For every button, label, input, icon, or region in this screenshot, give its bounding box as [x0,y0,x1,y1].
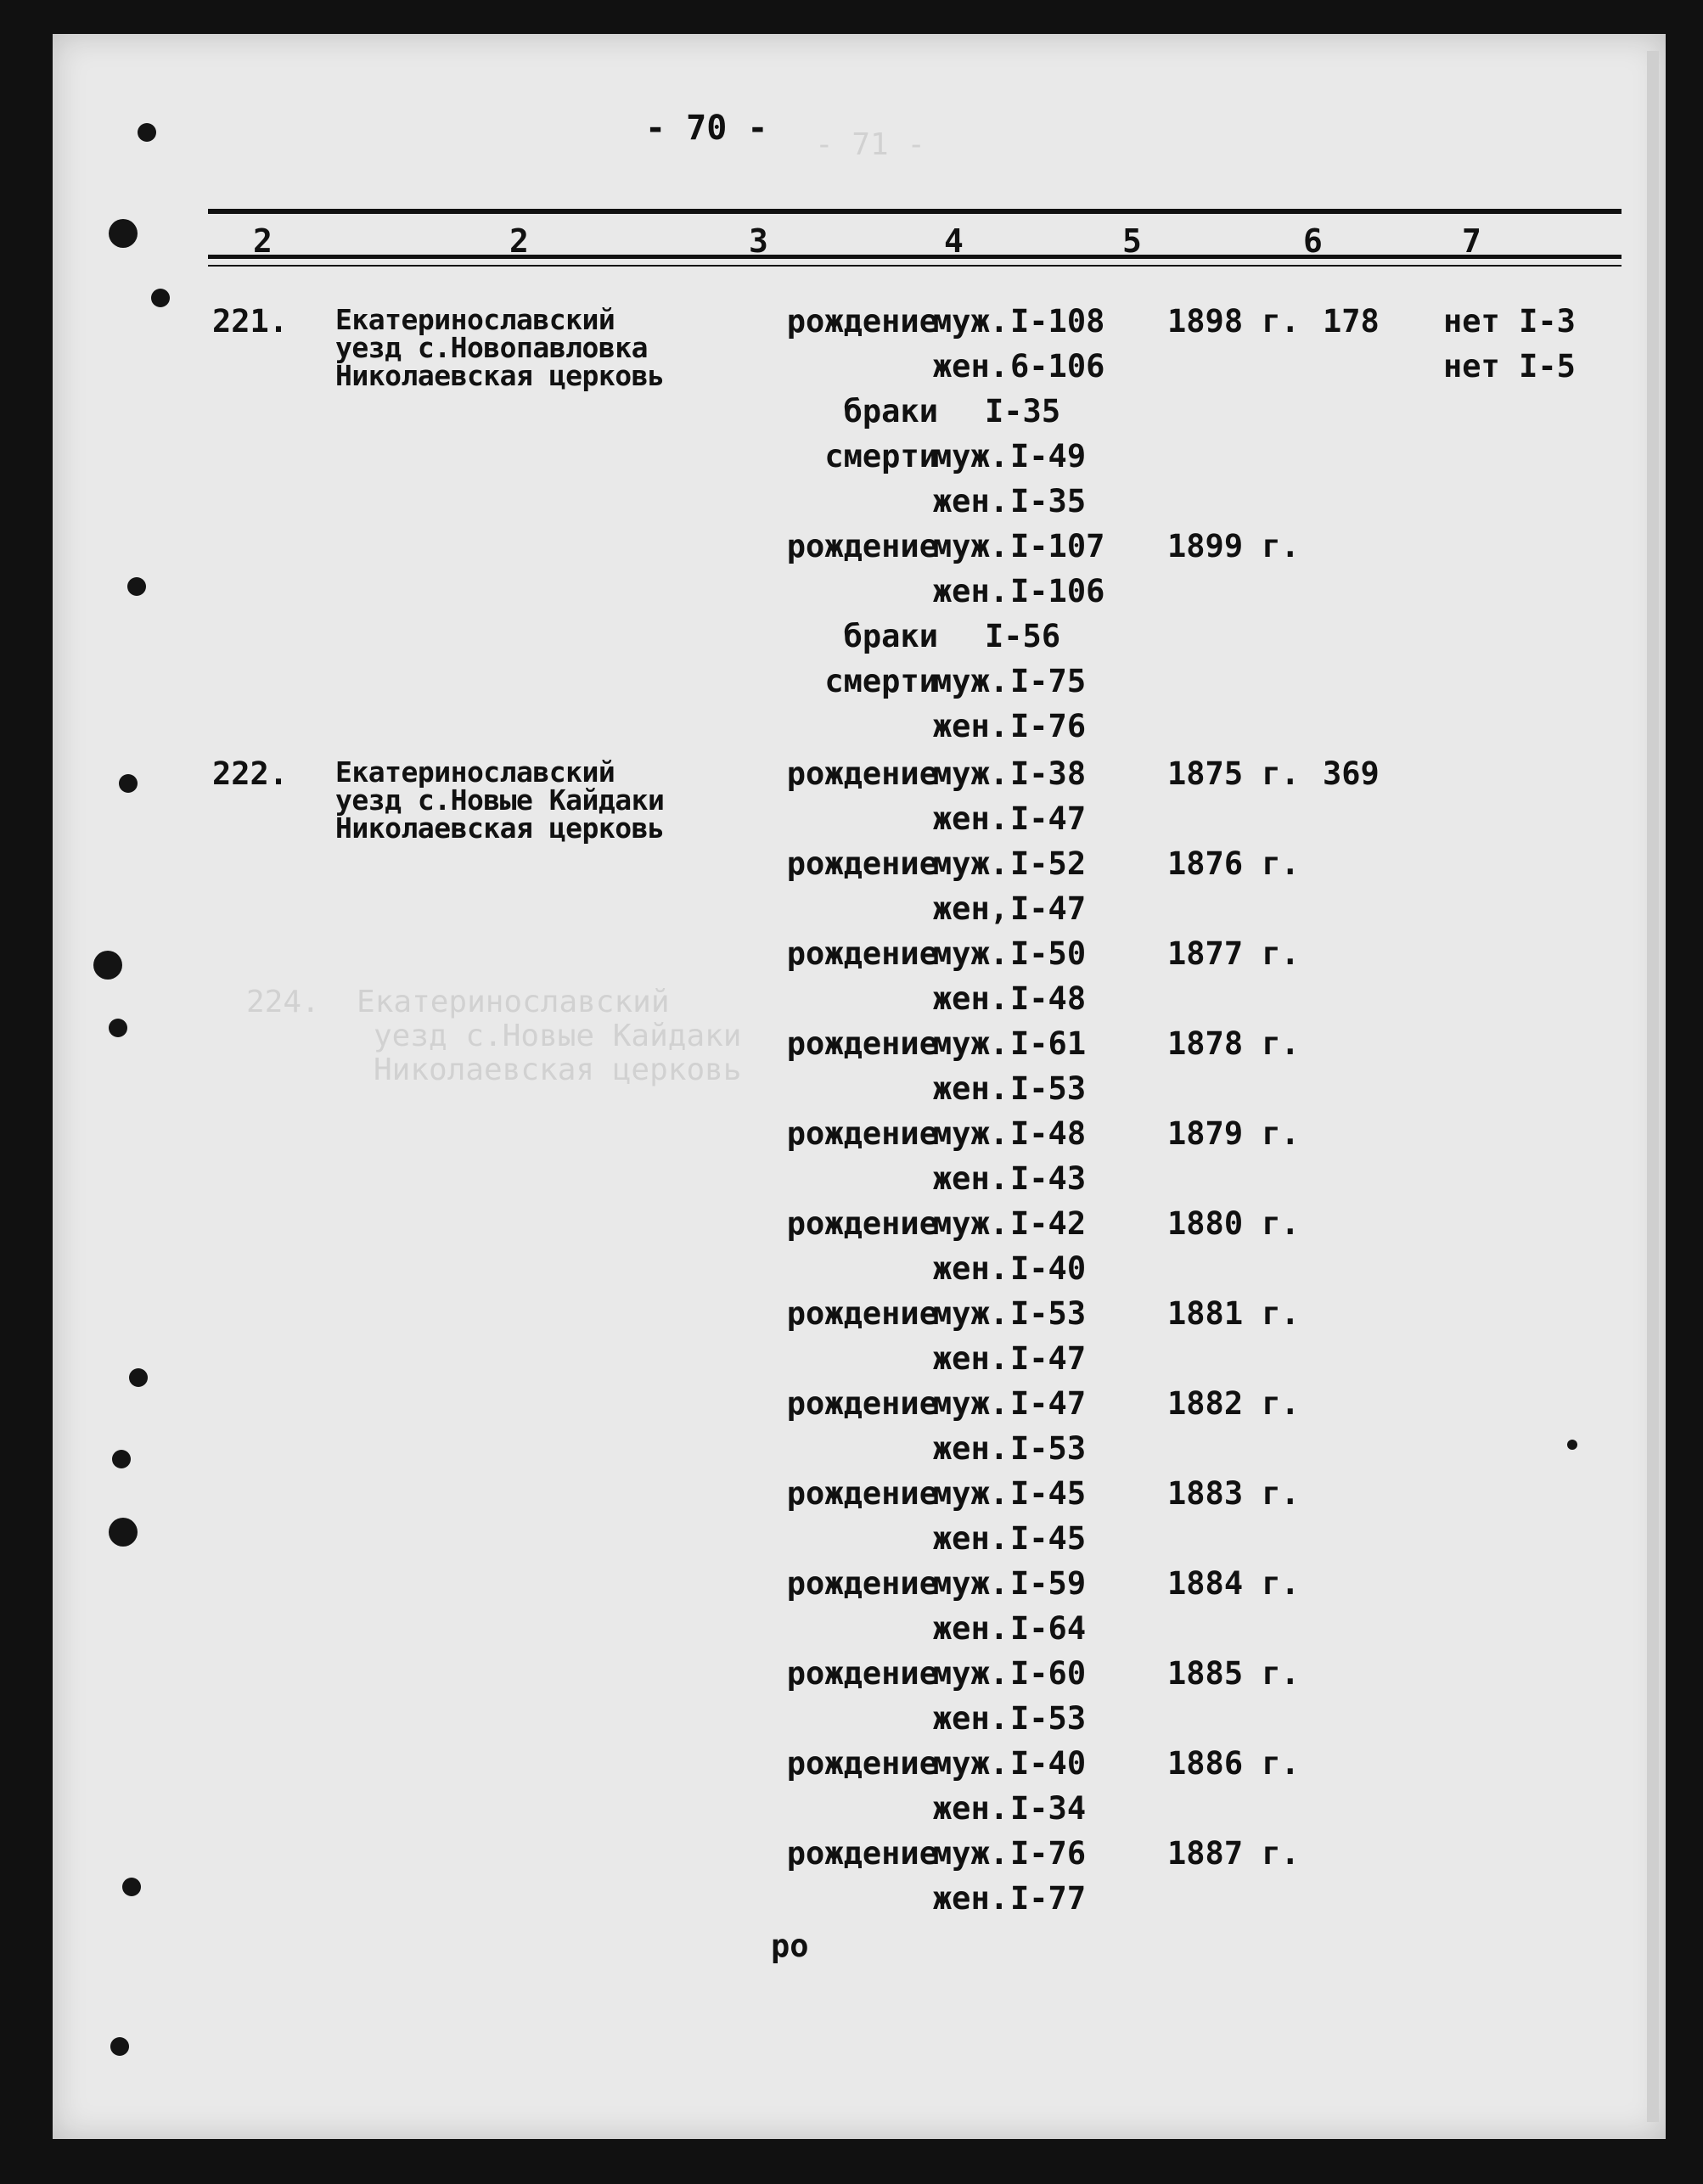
record-sex: жен. [932,1430,1009,1467]
document-page [53,34,1666,2139]
record-range: I-77 [1010,1880,1087,1917]
record-kind: браки [843,393,938,430]
record-range: I-35 [985,393,1061,430]
record-range: I-76 [1010,708,1087,744]
record-range: I-40 [1010,1250,1087,1287]
entry-number: 222. [212,755,289,792]
record-year: 1886 г. [1167,1745,1300,1782]
column-header: 2 [253,222,273,260]
record-year: 1881 г. [1167,1295,1300,1332]
record-range: I-107 [1010,528,1105,564]
record-range: I-59 [1010,1565,1087,1602]
record-sex: жен. [932,1520,1009,1557]
record-range: I-47 [1010,800,1087,837]
record-kind: рождение [786,1835,938,1872]
record-range: I-53 [1010,1430,1087,1467]
record-kind: смерти [824,663,938,699]
entry-description-line: уезд с.Новопавловка [335,331,648,364]
entry-description-line: Николаевская церковь [335,811,665,845]
record-sex: жен. [932,483,1009,519]
record-sex: муж. [932,1385,1009,1422]
column-header: 4 [944,222,964,260]
record-range: I-40 [1010,1745,1087,1782]
record-sex: муж. [932,755,1009,792]
binding-hole [112,1450,131,1468]
binding-hole [109,1019,127,1037]
record-kind: рождение [786,1475,938,1512]
record-kind: смерти [824,438,938,474]
record-range: I-60 [1010,1655,1087,1692]
entry-description-line: Екатеринославский [335,755,615,789]
trailing-text: ро [771,1928,809,1964]
record-range: I-106 [1010,573,1105,609]
record-kind: рождение [786,845,938,882]
record-sex: жен. [932,1880,1009,1917]
column-header: 6 [1303,222,1323,260]
record-sex: муж. [932,935,1009,972]
binding-hole [151,289,170,307]
record-count: 369 [1323,755,1380,792]
column-header: 2 [509,222,529,260]
record-range: I-42 [1010,1205,1087,1242]
record-year: 1898 г. [1167,303,1300,340]
record-range: I-64 [1010,1610,1087,1647]
entry-description-line: уезд с.Новые Кайдаки [335,783,665,817]
record-kind: рождение [786,935,938,972]
column-header: 5 [1122,222,1142,260]
record-kind: рождение [786,755,938,792]
header-rule-bottom-thin [208,265,1622,267]
record-range: I-35 [1010,483,1087,519]
record-range: I-38 [1010,755,1087,792]
record-year: 1879 г. [1167,1115,1300,1152]
record-sex: жен. [932,1160,1009,1197]
record-year: 1884 г. [1167,1565,1300,1602]
binding-hole [129,1368,148,1387]
record-range: I-43 [1010,1160,1087,1197]
record-range: I-56 [985,618,1061,654]
record-sex: жен, [932,890,1009,927]
record-range: I-108 [1010,303,1105,340]
entry-description-line: Екатеринославский [335,303,615,336]
record-kind: рождение [786,303,938,340]
record-kind: рождение [786,528,938,564]
record-sex: жен. [932,980,1009,1017]
ink-dot [1567,1440,1577,1450]
record-count: 178 [1323,303,1380,340]
record-sex: муж. [932,1115,1009,1152]
binding-hole [122,1878,141,1896]
header-rule-bottom [208,255,1622,259]
record-range: I-47 [1010,1340,1087,1377]
entry-number: 221. [212,303,289,340]
record-sex: муж. [932,1025,1009,1062]
record-year: 1882 г. [1167,1385,1300,1422]
record-sex: жен. [932,573,1009,609]
record-range: I-52 [1010,845,1087,882]
record-range: I-45 [1010,1520,1087,1557]
binding-hole [119,774,138,793]
record-sex: муж. [932,1835,1009,1872]
page-number: - 70 - [645,109,768,148]
record-year: 1880 г. [1167,1205,1300,1242]
record-range: I-61 [1010,1025,1087,1062]
binding-hole [138,123,156,142]
entry-description-line: Николаевская церковь [335,359,665,392]
entry-note: нет I-5 [1443,348,1576,385]
binding-hole [109,1518,138,1547]
header-rule-top [208,209,1622,214]
record-sex: муж. [932,438,1009,474]
record-sex: жен. [932,1610,1009,1647]
bleed-through: 224. Екатеринославский [246,985,670,1019]
record-sex: жен. [932,1070,1009,1107]
record-sex: жен. [932,708,1009,744]
record-year: 1883 г. [1167,1475,1300,1512]
record-kind: рождение [786,1385,938,1422]
record-sex: жен. [932,348,1009,385]
record-year: 1899 г. [1167,528,1300,564]
record-range: I-47 [1010,1385,1087,1422]
record-range: I-53 [1010,1070,1087,1107]
record-sex: муж. [932,1205,1009,1242]
record-sex: муж. [932,303,1009,340]
record-sex: муж. [932,528,1009,564]
record-sex: жен. [932,1700,1009,1737]
bleed-through: Николаевская церковь [374,1053,742,1087]
record-year: 1887 г. [1167,1835,1300,1872]
record-range: I-49 [1010,438,1087,474]
record-range: I-53 [1010,1295,1087,1332]
record-range: I-75 [1010,663,1087,699]
record-sex: муж. [932,1745,1009,1782]
record-sex: муж. [932,663,1009,699]
column-header: 3 [749,222,768,260]
bleed-through: - 71 - [815,127,926,162]
record-kind: рождение [786,1295,938,1332]
record-range: I-53 [1010,1700,1087,1737]
record-sex: жен. [932,1790,1009,1827]
record-range: 6-106 [1010,348,1105,385]
record-range: I-76 [1010,1835,1087,1872]
record-sex: муж. [932,1295,1009,1332]
record-kind: рождение [786,1025,938,1062]
record-year: 1878 г. [1167,1025,1300,1062]
record-kind: рождение [786,1115,938,1152]
record-range: I-47 [1010,890,1087,927]
record-sex: муж. [932,845,1009,882]
record-sex: жен. [932,1250,1009,1287]
record-sex: жен. [932,1340,1009,1377]
record-range: I-34 [1010,1790,1087,1827]
binding-hole [109,219,138,248]
record-kind: рождение [786,1565,938,1602]
record-sex: жен. [932,800,1009,837]
record-range: I-45 [1010,1475,1087,1512]
column-header: 7 [1462,222,1481,260]
page-edge [1647,51,1659,2122]
bleed-through: уезд с.Новые Кайдаки [374,1019,742,1053]
record-sex: муж. [932,1475,1009,1512]
record-sex: муж. [932,1655,1009,1692]
record-sex: муж. [932,1565,1009,1602]
binding-hole [127,577,146,596]
record-kind: браки [843,618,938,654]
record-year: 1876 г. [1167,845,1300,882]
record-kind: рождение [786,1745,938,1782]
record-year: 1875 г. [1167,755,1300,792]
record-kind: рождение [786,1655,938,1692]
binding-hole [110,2037,129,2056]
record-range: I-48 [1010,1115,1087,1152]
record-kind: рождение [786,1205,938,1242]
binding-hole [93,951,122,980]
entry-note: нет I-3 [1443,303,1576,340]
record-year: 1885 г. [1167,1655,1300,1692]
record-range: I-50 [1010,935,1087,972]
record-year: 1877 г. [1167,935,1300,972]
record-range: I-48 [1010,980,1087,1017]
